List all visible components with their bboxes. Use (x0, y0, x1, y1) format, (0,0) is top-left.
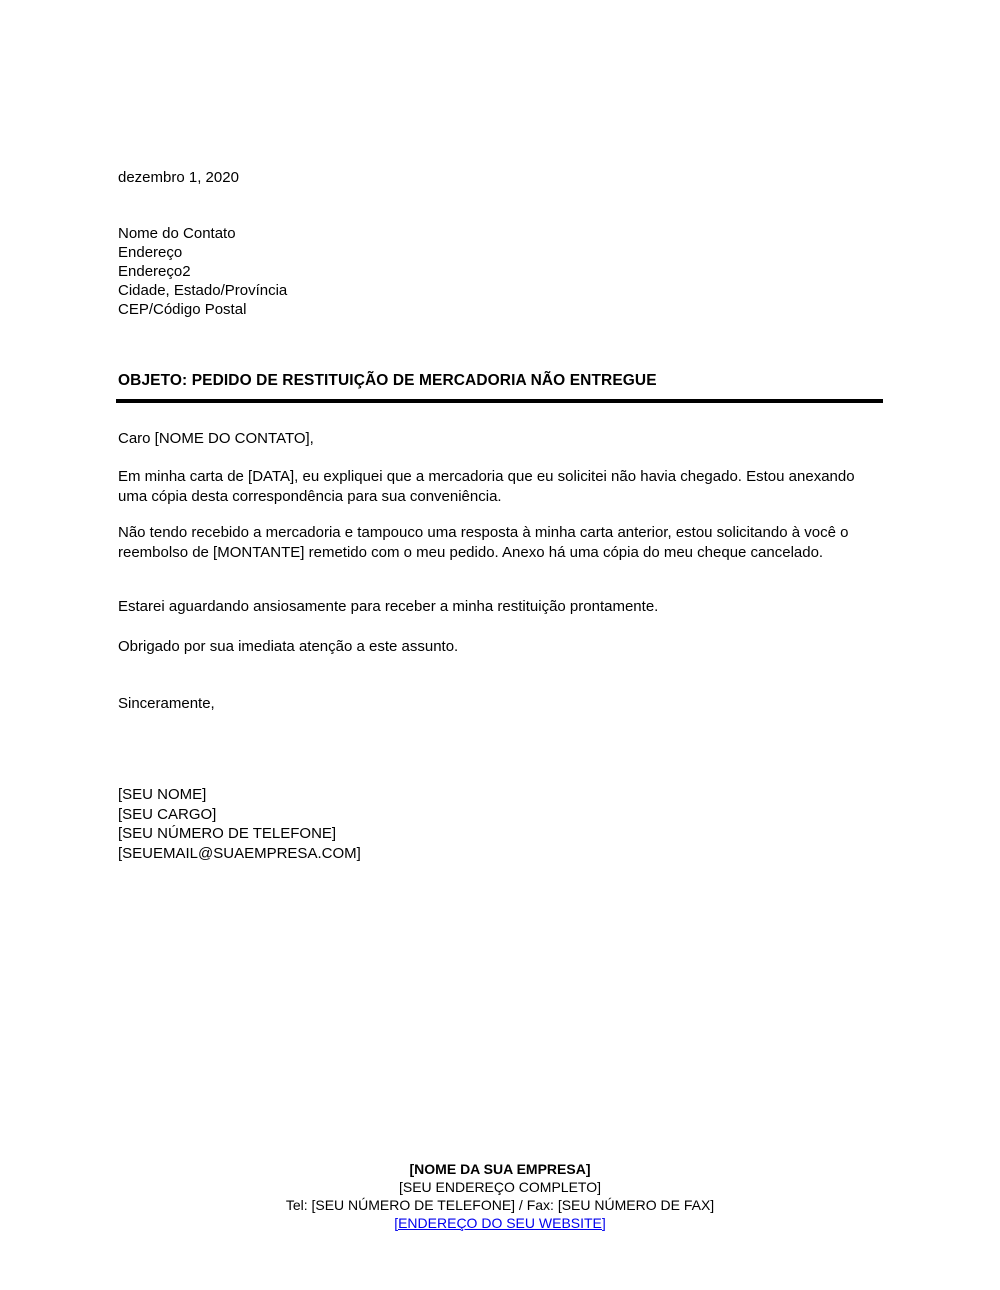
company-address: [SEU ENDEREÇO COMPLETO] (398, 1179, 601, 1195)
letter-date: dezembro 1, 2020 (118, 169, 239, 186)
body-paragraph: Obrigado por sua imediata atenção a este assunto. (118, 638, 459, 655)
body-paragraph: Em minha carta de [DATA], eu expliquei que a mercadoria que eu solicitei não havia chegado. Estou anexando uma cópia desta correspondência para sua conveniência. (118, 468, 855, 505)
recipient-line: Endereço (118, 244, 183, 261)
signature-line: [SEU CARGO] (118, 805, 217, 823)
body-paragraph: Não tendo recebido a mercadoria e tampouco uma resposta à minha carta anterior, estou solicitando à você o reembolso de [MONTANTE] remetido com o meu pedido. Anexo há uma cópia do meu cheque cancelado. (118, 524, 849, 561)
recipient-block (118, 224, 882, 319)
closing: Sinceramente, (118, 695, 215, 712)
website-link[interactable]: [ENDEREÇO DO SEU WEBSITE] (394, 1215, 606, 1231)
company-name: [NOME DA SUA EMPRESA] (409, 1161, 591, 1177)
recipient-line: Endereço2 (118, 263, 191, 280)
body-paragraph: Estarei aguardando ansiosamente para receber a minha restituição prontamente. (118, 598, 659, 615)
salutation: Caro [NOME DO CONTATO], (118, 430, 314, 447)
recipient-line: Nome do Contato (118, 225, 236, 242)
signature-line: [SEU NÚMERO DE TELEFONE] (118, 825, 337, 842)
signature-line: [SEUEMAIL@SUAEMPRESA.COM] (118, 844, 361, 862)
subject-divider-rule (116, 399, 883, 403)
recipient-line: Cidade, Estado/Província (118, 282, 288, 299)
footer (0, 1160, 1000, 1232)
subject-line: OBJETO: PEDIDO DE RESTITUIÇÃO DE MERCADORIA NÃO ENTREGUE (118, 372, 657, 389)
signature-block (118, 785, 882, 863)
company-tel-fax: Tel: [SEU NÚMERO DE TELEFONE] / Fax: [SEU NÚMERO DE FAX] (285, 1197, 715, 1213)
signature-line: [SEU NOME] (118, 786, 207, 803)
recipient-line: CEP/Código Postal (118, 301, 247, 318)
